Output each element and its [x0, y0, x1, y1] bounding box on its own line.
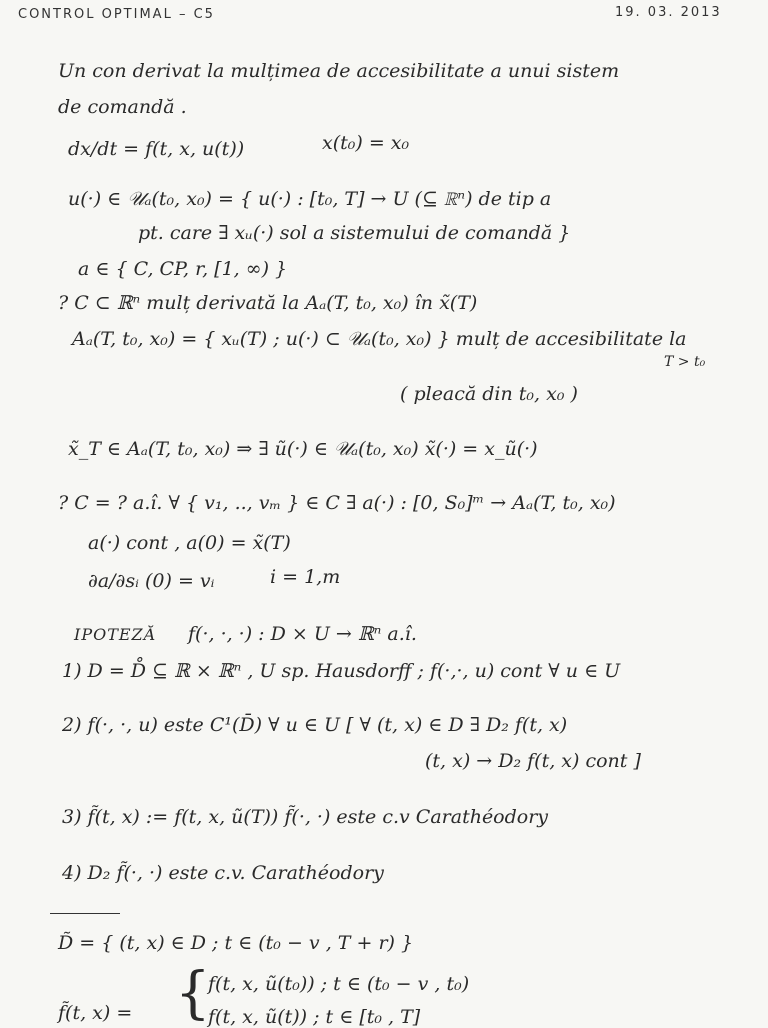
- extended-function-lhs: f̃(t, x) =: [58, 1002, 133, 1024]
- ode-equation: dx/dt = f(t, x, u(t)): [68, 138, 245, 160]
- index-range: i = 1,m: [270, 566, 341, 588]
- extended-function-case-1: f(t, x, ũ(t₀)) ; t ∈ (t₀ − v , t₀): [208, 973, 470, 995]
- extended-domain-def: D̃ = { (t, x) ∈ D ; t ∈ (t₀ − v , T + r) }: [58, 932, 414, 954]
- question-derived-cone: ? C ⊂ ℝⁿ mulț derivată la Aₐ(T, t₀, x₀) în x̃(T): [58, 292, 478, 314]
- trajectory-relation: x̃_T ∈ Aₐ(T, t₀, x₀) ⇒ ∃ ũ(·) ∈ 𝒰ₐ(t₀, x₀) x̃(·) = x_ũ(·): [68, 438, 538, 460]
- map-continuity: a(·) cont , a(0) = x̃(T): [88, 532, 291, 554]
- page-header-date: 19. 03. 2013: [615, 5, 722, 20]
- intro-line-1: Un con derivat la mulțimea de accesibilitate a unui sistem: [58, 60, 620, 82]
- admissible-set-def: u(·) ∈ 𝒰ₐ(t₀, x₀) = { u(·) : [t₀, T] → U (⊆ ℝⁿ) de tip a: [68, 188, 552, 210]
- starting-point-note: ( pleacă din t₀, x₀ ): [400, 383, 578, 405]
- case-brace: {: [175, 961, 211, 1026]
- hypothesis-title: IPOTEZĂ: [74, 625, 157, 644]
- extended-function-case-2: f(t, x, ũ(t)) ; t ∈ [t₀ , T]: [208, 1006, 421, 1028]
- page-header-title: CONTROL OPTIMAL – C5: [18, 7, 215, 22]
- time-condition: T > t₀: [664, 354, 706, 370]
- accessibility-set-def: Aₐ(T, t₀, x₀) = { xᵤ(T) ; u(·) ⊂ 𝒰ₐ(t₀, x₀) } mulț de accesibilitate la: [72, 328, 687, 350]
- hypothesis-2b: (t, x) → D₂ f(t, x) cont ]: [425, 750, 641, 772]
- partial-derivative-cond: ∂a/∂sᵢ (0) = vᵢ: [88, 570, 215, 592]
- intro-line-2: de comandă .: [58, 96, 187, 118]
- admissible-set-cond: pt. care ∃ xᵤ(·) sol a sistemului de comandă }: [138, 222, 571, 244]
- section-divider: [50, 913, 120, 914]
- hypothesis-statement: f(·, ·, ·) : D × U → ℝⁿ a.î.: [188, 623, 417, 645]
- initial-condition: x(t₀) = x₀: [322, 132, 410, 154]
- hypothesis-1: 1) D = D̊ ⊆ ℝ × ℝⁿ , U sp. Hausdorff ; f(·,·, u) cont ∀ u ∈ U: [62, 660, 621, 682]
- hypothesis-3: 3) f̃(t, x) := f(t, x, ũ(T)) f̃(·, ·) este c.v Carathéodory: [62, 806, 549, 828]
- admissible-class: a ∈ { C, CP, r, [1, ∞) }: [78, 258, 288, 280]
- hypothesis-2a: 2) f(·, ·, u) este C¹(D̄) ∀ u ∈ U [ ∀ (t, x) ∈ D ∃ D₂ f(t, x): [62, 714, 568, 736]
- question-cone-def: ? C = ? a.î. ∀ { v₁, .., vₘ } ∈ C ∃ a(·) : [0, S₀]ᵐ → Aₐ(T, t₀, x₀): [58, 492, 616, 514]
- hypothesis-4: 4) D₂ f̃(·, ·) este c.v. Carathéodory: [62, 862, 384, 884]
